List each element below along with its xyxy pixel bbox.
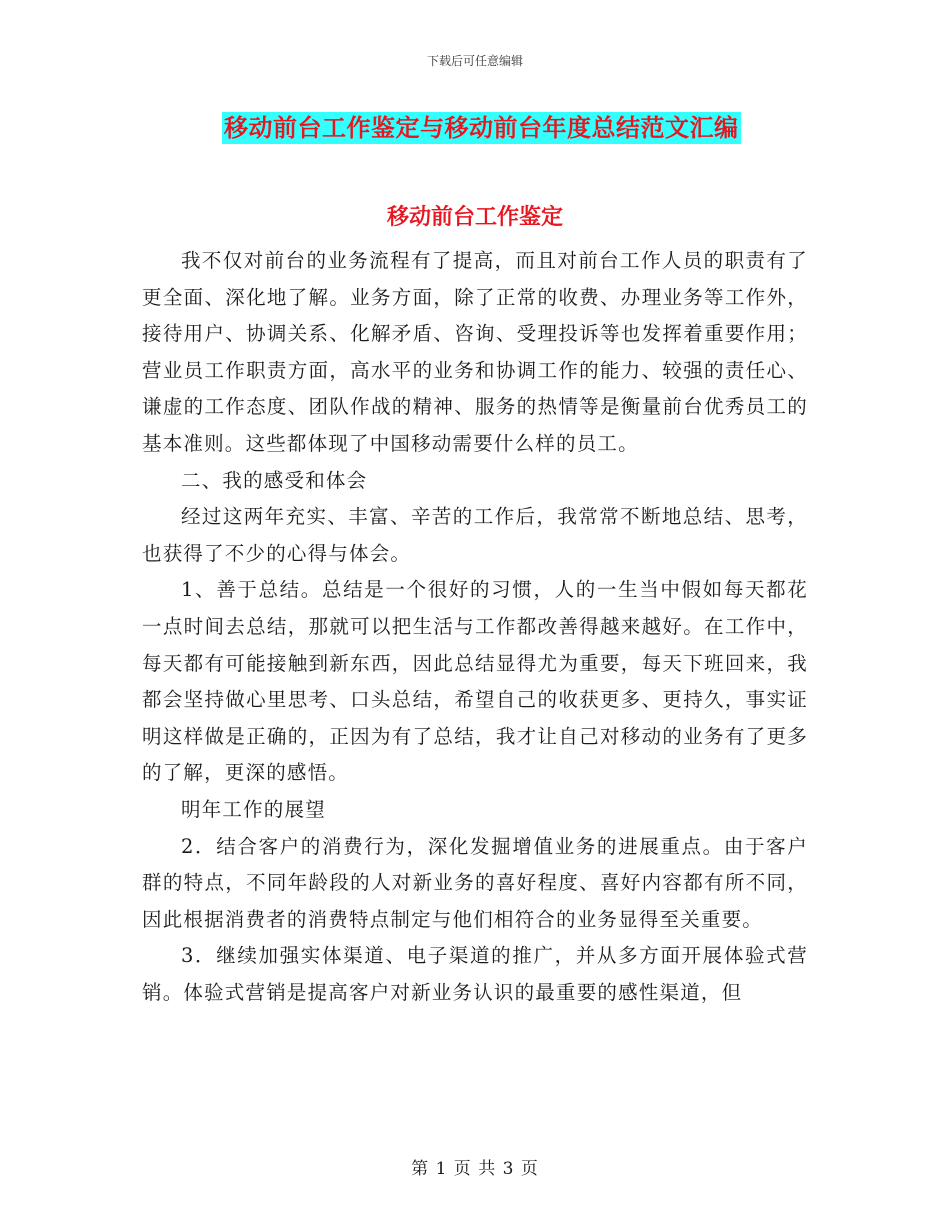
header-note: 下载后可任意编辑 xyxy=(426,54,523,68)
document-body xyxy=(142,243,808,1011)
section-title: 移动前台工作鉴定 xyxy=(386,204,563,230)
paragraph: 明年工作的展望 xyxy=(181,797,326,821)
document-title: 移动前台工作鉴定与移动前台年度总结范文汇编 xyxy=(224,113,739,142)
paragraph: 经过这两年充实、丰富、辛苦的工作后，我常常不断地总结、思考，也获得了不少的心得与体会。 xyxy=(142,505,808,565)
page-footer: 第 1 页 共 3 页 xyxy=(411,1159,539,1179)
paragraph: 1、善于总结。总结是一个很好的习惯，人的一生当中假如每天都花一点时间去总结，那就可以把生活与工作都改善得越来越好。在工作中，每天都有可能接触到新东西，因此总结显得尤为重要，每天下班回来，我都会坚持做心里思考、口头总结，希望自己的收获更多、更持久，事实证明这样做是正确的，正因为有了总结，我才让自己对移动的业务有了更多的了解，更深的感悟。 xyxy=(142,578,808,785)
paragraph: 二、我的感受和体会 xyxy=(181,468,368,492)
paragraph: 我不仅对前台的业务流程有了提高，而且对前台工作人员的职责有了更全面、深化地了解。业务方面，除了正常的收费、办理业务等工作外，接待用户、协调关系、化解矛盾、咨询、受理投诉等也发挥着重要作用；营业员工作职责方面，高水平的业务和协调工作的能力、较强的责任心、谦虚的工作态度、团队作战的精神、服务的热情等是衡量前台优秀员工的基本准则。这些都体现了中国移动需要什么样的员工。 xyxy=(142,249,808,455)
paragraph: 3．继续加强实体渠道、电子渠道的推广，并从多方面开展体验式营销。体验式营销是提高客户对新业务认识的最重要的感性渠道，但 xyxy=(142,944,808,1004)
paragraph: 2．结合客户的消费行为，深化发掘增值业务的进展重点。由于客户群的特点，不同年龄段的人对新业务的喜好程度、喜好内容都有所不同，因此根据消费者的消费特点制定与他们相符合的业务显得至关重要。 xyxy=(142,834,808,931)
